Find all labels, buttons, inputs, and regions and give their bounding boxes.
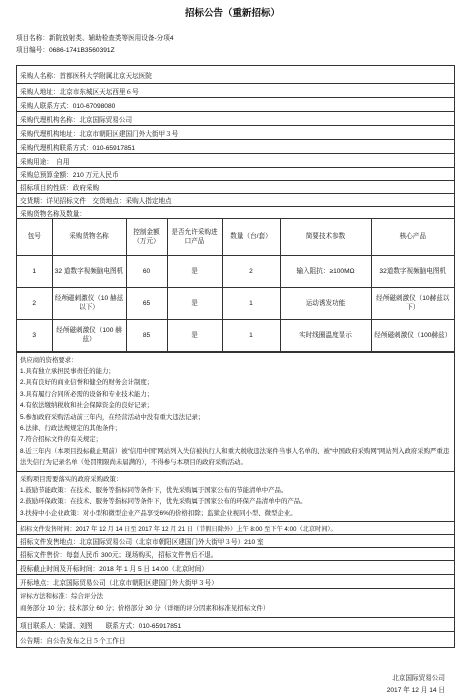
qualifications-heading: 供应商的资格要求：: [20, 356, 78, 364]
qualification-item: 7.符合招标文件的有关规定；: [20, 436, 103, 444]
header-import: 是否允许采购进口产品: [167, 219, 222, 255]
header-amount: 控制金额（万元）: [126, 219, 167, 255]
policies-heading: 采购项目需要落实的政府采购政策：: [20, 475, 123, 483]
cell-tech-params: 输入阻抗：≥100MΩ: [280, 255, 371, 287]
goods-caption-row: 采购货物名称及数量：: [17, 207, 454, 219]
cell-goods-name: 经颅磁刺激仪（10 赫兹以下）: [52, 287, 126, 319]
goods-table: [17, 219, 454, 352]
cell-quantity: 1: [222, 287, 280, 319]
policy-item: 3.扶持中小企业政策：对小型和微型企业产品享受6%的价格扣除；监狱企业视同小型、微型企业。: [20, 509, 297, 517]
cell-core-product: 经颅磁刺激仪（100赫兹）: [371, 319, 454, 351]
open-place-row: 开标地点：北京国际贸易公司（北京市朝阳区建国门外大街甲３号）: [17, 575, 454, 589]
header-tech-params: 简要技术参数: [280, 219, 371, 255]
period-row: 公告期：自公告发布之日５个工作日: [20, 637, 126, 645]
deadline-row: 投标截止时间及开标时间：2018 年 1 月 5 日 14:00（北京时间）: [17, 561, 454, 575]
qualification-item: 2.具有良好的商业信誉和健全的财务会计制度；: [20, 379, 154, 387]
header-goods-name: 采购货物名称: [52, 219, 126, 255]
table-row: [17, 319, 454, 351]
cell-tech-params: 运动诱发功能: [280, 287, 371, 319]
table-row: [17, 255, 454, 287]
cell-goods-name: 32 道数字视频脑电图机: [52, 255, 126, 287]
policies-block: [17, 472, 454, 523]
doc-price-row: 招标文件售价：每套人民币 300元；现场购买，招标文件售后不退。: [17, 548, 454, 561]
purchaser-phone-row: 采购人联系方式：010-67098080: [17, 98, 454, 112]
header-quantity: 数量（台/套）: [222, 219, 280, 255]
cell-import: 是: [167, 255, 222, 287]
goods-table-header: [17, 219, 454, 255]
qualification-item: 1.具有独立承担民事责任的能力；: [20, 367, 115, 375]
evaluation-scores: 商务部分 10 分；技术部分 60 分；价格部分 30 分（详细的评分因素和标准见招标文件）: [20, 605, 270, 613]
doc-time-row: 招标文件发售时间：2017 年 12 月 14 日至 2017 年 12 月 21 日（节假日除外）上午 8:00 至下午 4:00（北京时间）。: [17, 522, 454, 535]
cell-tech-params: 实时线圈温度显示: [280, 319, 371, 351]
project-name: 项目名称：新院放射类、辅助检查类等医用设备-分项4: [16, 35, 174, 42]
cell-quantity: 2: [222, 255, 280, 287]
evaluation-method: 评标方法和标准：综合评分法: [20, 593, 104, 601]
cell-amount: 65: [126, 287, 167, 319]
purchaser-address-row: 采购人地址：北京市东城区天坛西里６号: [17, 84, 454, 98]
doc-place-row: 招标文件发售地点：北京国际贸易公司（北京市朝阳区建国门外大街甲３号）210 室: [17, 535, 454, 548]
qualification-item: 8.近三年内（本项目投标截止期前）被“信用中国”网站列入失信被执行人和重大税收违法案件当事人名单的、被“中国政府采购网”网站列入政府采购严重违法失信行为记录名单（处罚期限尚未届满的），不得参与本项目的政府采购活动。: [20, 447, 450, 467]
cell-package: 2: [17, 287, 52, 319]
table-row: [17, 287, 454, 319]
delivery-row: 交货期：详见招标文件 交货地点：采购人指定地点: [17, 194, 454, 207]
purpose-row: 采购用途： 自用: [17, 154, 454, 168]
agency-row: 采购代理机构名称：北京国际贸易公司: [17, 112, 454, 126]
cell-amount: 60: [126, 255, 167, 287]
qualification-item: 3.具有履行合同所必需的设备和专业技术能力；: [20, 390, 154, 398]
project-number: 项目编号：0686-1741B3560391Z: [16, 47, 115, 54]
cell-amount: 85: [126, 319, 167, 351]
signature-org: 北京国际贸易公司: [392, 675, 445, 682]
cell-core-product: 32道数字视频脑电图机: [371, 255, 454, 287]
policy-item: 1.鼓励节能政策：在技术、服务等指标同等条件下，优先采购属于国家公布的节能清单中产品。: [20, 486, 288, 494]
qualification-item: 5.参加政府采购活动前三年内，在经营活动中没有重大违法记录；: [20, 413, 205, 421]
qualification-item: 6.法律、行政法规规定的其他条件；: [20, 424, 122, 432]
contact-row: 项目联系人：梁潇、刘图 联系方式：010-65917851: [17, 618, 454, 632]
cell-core-product: 经颅磁刺激仪（10赫兹以下）: [371, 287, 454, 319]
cell-package: 1: [17, 255, 52, 287]
purchaser-row: 采购人名称：首都医科大学附属北京天坛医院: [17, 66, 454, 84]
cell-quantity: 1: [222, 319, 280, 351]
policy-item: 2.鼓励环保政策：在技术、服务等指标同等条件下，优先采购属于国家公布的环保产品清单中的产品。: [20, 498, 307, 506]
cell-package: 3: [17, 319, 52, 351]
evaluation-block: [17, 589, 454, 618]
announcement-table: [16, 65, 455, 648]
goods-table-wrap: [17, 219, 454, 353]
agency-phone-row: 采购代理机构联系方式：010-65917851: [17, 140, 454, 154]
agency-address-row: 采购代理机构地址：北京市朝阳区建国门外大街甲３号: [17, 126, 454, 140]
qualifications-block: [17, 353, 454, 472]
budget-row: 采购总预算金额：210 万元人民币: [17, 168, 454, 181]
signature-date: 2017 年 12 月 14 日: [386, 687, 445, 694]
header-package: 包号: [17, 219, 52, 255]
cell-import: 是: [167, 319, 222, 351]
page-title: 招标公告（重新招标）: [184, 8, 280, 19]
header-core-product: 核心产品: [371, 219, 454, 255]
cell-import: 是: [167, 287, 222, 319]
nature-row: 招标项目的性质：政府采购: [17, 181, 454, 194]
qualification-item: 4.有依法缴纳税收和社会保障资金的良好记录；: [20, 402, 154, 410]
cell-goods-name: 经颅磁刺激仪（100 赫兹）: [52, 319, 126, 351]
